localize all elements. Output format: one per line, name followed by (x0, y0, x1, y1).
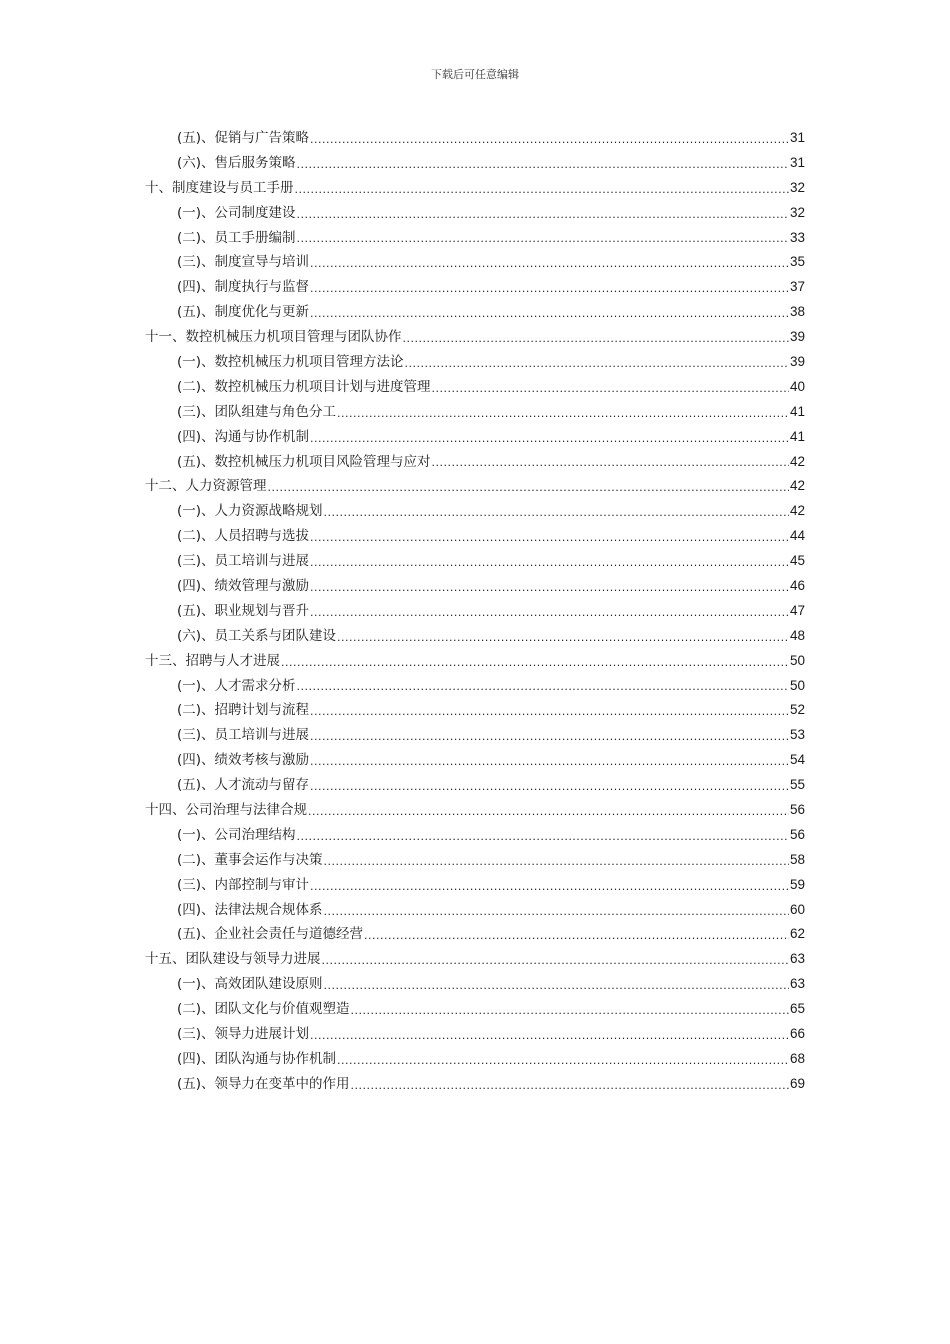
toc-entry-title: (四)、绩效考核与激励 (177, 752, 310, 769)
toc-page-number: 63 (789, 951, 805, 967)
toc-section-entry[interactable] (145, 748, 805, 773)
toc-page-number: 48 (789, 627, 805, 643)
toc-section-entry[interactable] (145, 823, 805, 848)
toc-section-entry[interactable] (145, 898, 805, 923)
toc-page-number: 47 (789, 602, 805, 618)
toc-dot-leader (310, 701, 789, 723)
toc-entry-title: (四)、绩效管理与激励 (177, 578, 310, 595)
toc-page-number: 45 (789, 553, 805, 569)
toc-entry-title: 十五、团队建设与领导力进展 (145, 951, 321, 968)
toc-page-number: 65 (789, 1001, 805, 1017)
toc-dot-leader (405, 353, 789, 375)
toc-dot-leader (324, 502, 789, 524)
toc-page-number: 55 (789, 777, 805, 793)
toc-dot-leader (297, 676, 789, 698)
toc-section-entry[interactable] (145, 574, 805, 599)
toc-section-entry[interactable] (145, 375, 805, 400)
toc-entry-title: (二)、招聘计划与流程 (177, 702, 310, 719)
toc-entry-title: (三)、员工培训与进展 (177, 727, 310, 744)
toc-page-number: 38 (789, 304, 805, 320)
toc-page-number: 62 (789, 926, 805, 942)
toc-page-number: 66 (789, 1026, 805, 1042)
toc-entry-title: (一)、人力资源战略规划 (177, 503, 323, 520)
toc-page-number: 33 (789, 229, 805, 245)
toc-entry-title: 十四、公司治理与法律合规 (145, 802, 307, 819)
toc-page-number: 68 (789, 1050, 805, 1066)
toc-chapter-entry[interactable] (145, 947, 805, 972)
toc-entry-title: (一)、公司制度建设 (177, 204, 296, 221)
toc-entry-title: (六)、售后服务策略 (177, 154, 296, 171)
toc-section-entry[interactable] (145, 275, 805, 300)
toc-dot-leader (308, 801, 789, 823)
toc-entry-title: (三)、制度宣导与培训 (177, 254, 310, 271)
toc-dot-leader (281, 652, 789, 674)
toc-dot-leader (268, 477, 789, 499)
toc-entry-title: (五)、数控机械压力机项目风险管理与应对 (177, 453, 431, 470)
toc-page-number: 32 (789, 179, 805, 195)
toc-dot-leader (310, 253, 789, 275)
toc-entry-title: (一)、公司治理结构 (177, 826, 296, 843)
toc-dot-leader (295, 179, 789, 201)
toc-dot-leader (310, 527, 789, 549)
toc-entry-title: (五)、企业社会责任与道德经营 (177, 926, 364, 943)
toc-page-number: 31 (789, 154, 805, 170)
toc-dot-leader (403, 328, 789, 350)
toc-section-entry[interactable] (145, 226, 805, 251)
toc-entry-title: (五)、领导力在变革中的作用 (177, 1075, 350, 1092)
toc-page-number: 59 (789, 876, 805, 892)
toc-page-number: 50 (789, 677, 805, 693)
toc-page-number: 69 (789, 1075, 805, 1091)
toc-section-entry[interactable] (145, 773, 805, 798)
toc-dot-leader (337, 627, 789, 649)
toc-entry-title: (一)、数控机械压力机项目管理方法论 (177, 354, 404, 370)
toc-dot-leader (432, 452, 789, 474)
toc-page-number: 46 (789, 578, 805, 594)
toc-dot-leader (324, 851, 789, 873)
toc-dot-leader (310, 1025, 789, 1047)
toc-section-entry[interactable] (145, 1072, 805, 1097)
toc-dot-leader (310, 602, 789, 624)
toc-dot-leader (322, 950, 789, 972)
toc-dot-leader (337, 1050, 789, 1072)
toc-dot-leader (351, 1075, 789, 1097)
toc-section-entry[interactable] (145, 1022, 805, 1047)
toc-section-entry[interactable] (145, 624, 805, 649)
toc-entry-title: (二)、员工手册编制 (177, 229, 296, 246)
toc-dot-leader (310, 776, 789, 798)
toc-section-entry[interactable] (145, 549, 805, 574)
toc-section-entry[interactable] (145, 450, 805, 475)
toc-section-entry[interactable] (145, 972, 805, 997)
toc-page-number: 35 (789, 254, 805, 270)
toc-chapter-entry[interactable] (145, 325, 805, 350)
toc-page-number: 42 (789, 478, 805, 494)
toc-page-number: 32 (789, 204, 805, 220)
toc-dot-leader (297, 228, 789, 250)
toc-entry-title: (五)、人才流动与留存 (177, 777, 310, 794)
toc-entry-title: (五)、促销与广告策略 (177, 129, 310, 146)
toc-entry-title: 十一、数控机械压力机项目管理与团队协作 (145, 329, 402, 346)
toc-dot-leader (310, 577, 789, 599)
toc-section-entry[interactable] (145, 300, 805, 325)
toc-section-entry[interactable] (145, 350, 805, 375)
toc-entry-title: 十三、招聘与人才进展 (145, 652, 280, 669)
toc-dot-leader (337, 403, 789, 425)
toc-page-number: 40 (789, 378, 805, 394)
toc-page-number: 31 (789, 129, 805, 145)
toc-section-entry[interactable] (145, 1047, 805, 1072)
toc-section-entry[interactable] (145, 400, 805, 425)
toc-dot-leader (364, 925, 789, 947)
toc-chapter-entry[interactable] (145, 798, 805, 823)
toc-section-entry[interactable] (145, 923, 805, 948)
toc-dot-leader (297, 826, 789, 848)
toc-dot-leader (324, 975, 789, 997)
toc-entry-title: 十二、人力资源管理 (145, 478, 267, 495)
toc-page-number: 44 (789, 528, 805, 544)
toc-dot-leader (310, 129, 789, 151)
toc-page-number: 53 (789, 727, 805, 743)
toc-dot-leader (297, 204, 789, 226)
toc-dot-leader (310, 751, 789, 773)
toc-entry-title: (四)、团队沟通与协作机制 (177, 1050, 337, 1067)
toc-page-number: 54 (789, 752, 805, 768)
toc-section-entry[interactable] (145, 499, 805, 524)
toc-chapter-entry[interactable] (145, 474, 805, 499)
toc-page-number: 37 (789, 279, 805, 295)
toc-section-entry[interactable] (145, 524, 805, 549)
toc-page-number: 56 (789, 802, 805, 818)
toc-entry-title: (一)、高效团队建设原则 (177, 976, 323, 993)
toc-section-entry[interactable] (145, 723, 805, 748)
toc-dot-leader (310, 303, 789, 325)
toc-section-entry[interactable] (145, 151, 805, 176)
toc-dot-leader (351, 1000, 789, 1022)
toc-entry-title: (四)、法律法规合规体系 (177, 901, 323, 918)
toc-section-entry[interactable] (145, 873, 805, 898)
toc-page-number: 60 (789, 901, 805, 917)
toc-entry-title: (三)、员工培训与进展 (177, 553, 310, 570)
toc-entry-title: 十、制度建设与员工手册 (145, 179, 294, 196)
page-header: 下载后可任意编辑 (431, 68, 519, 81)
toc-page-number: 39 (789, 329, 805, 345)
table-of-contents (145, 126, 805, 1097)
toc-page-number: 39 (789, 354, 805, 369)
toc-entry-title: (四)、制度执行与监督 (177, 279, 310, 296)
toc-dot-leader (324, 901, 789, 923)
toc-chapter-entry[interactable] (145, 176, 805, 201)
toc-page-number: 42 (789, 503, 805, 519)
toc-page-number: 58 (789, 851, 805, 867)
toc-dot-leader (310, 428, 789, 450)
toc-entry-title: (三)、领导力进展计划 (177, 1026, 310, 1043)
toc-dot-leader (310, 726, 789, 748)
toc-page-number: 52 (789, 702, 805, 718)
toc-entry-title: (六)、员工关系与团队建设 (177, 627, 337, 644)
toc-dot-leader (432, 378, 789, 400)
toc-section-entry[interactable] (145, 997, 805, 1022)
toc-section-entry[interactable] (145, 599, 805, 624)
toc-entry-title: (一)、人才需求分析 (177, 677, 296, 694)
toc-section-entry[interactable] (145, 250, 805, 275)
toc-section-entry[interactable] (145, 126, 805, 151)
toc-dot-leader (310, 552, 789, 574)
toc-section-entry[interactable] (145, 698, 805, 723)
toc-section-entry[interactable] (145, 201, 805, 226)
toc-dot-leader (310, 278, 789, 300)
toc-dot-leader (310, 876, 789, 898)
toc-entry-title: (二)、董事会运作与决策 (177, 851, 323, 868)
toc-dot-leader (297, 154, 789, 176)
toc-entry-title: (四)、沟通与协作机制 (177, 428, 310, 445)
toc-section-entry[interactable] (145, 848, 805, 873)
toc-entry-title: (三)、团队组建与角色分工 (177, 403, 337, 420)
toc-page-number: 63 (789, 976, 805, 992)
toc-section-entry[interactable] (145, 425, 805, 450)
toc-entry-title: (二)、数控机械压力机项目计划与进度管理 (177, 378, 431, 395)
toc-page-number: 41 (789, 428, 805, 444)
toc-entry-title: (五)、职业规划与晋升 (177, 602, 310, 619)
toc-chapter-entry[interactable] (145, 649, 805, 674)
toc-page-number: 50 (789, 652, 805, 668)
toc-section-entry[interactable] (145, 674, 805, 699)
toc-entry-title: (三)、内部控制与审计 (177, 876, 310, 893)
toc-entry-title: (二)、团队文化与价值观塑造 (177, 1001, 350, 1018)
toc-page-number: 42 (789, 453, 805, 469)
toc-page-number: 41 (789, 403, 805, 419)
toc-page-number: 56 (789, 826, 805, 842)
toc-entry-title: (五)、制度优化与更新 (177, 304, 310, 321)
toc-entry-title: (二)、人员招聘与选拔 (177, 528, 310, 545)
